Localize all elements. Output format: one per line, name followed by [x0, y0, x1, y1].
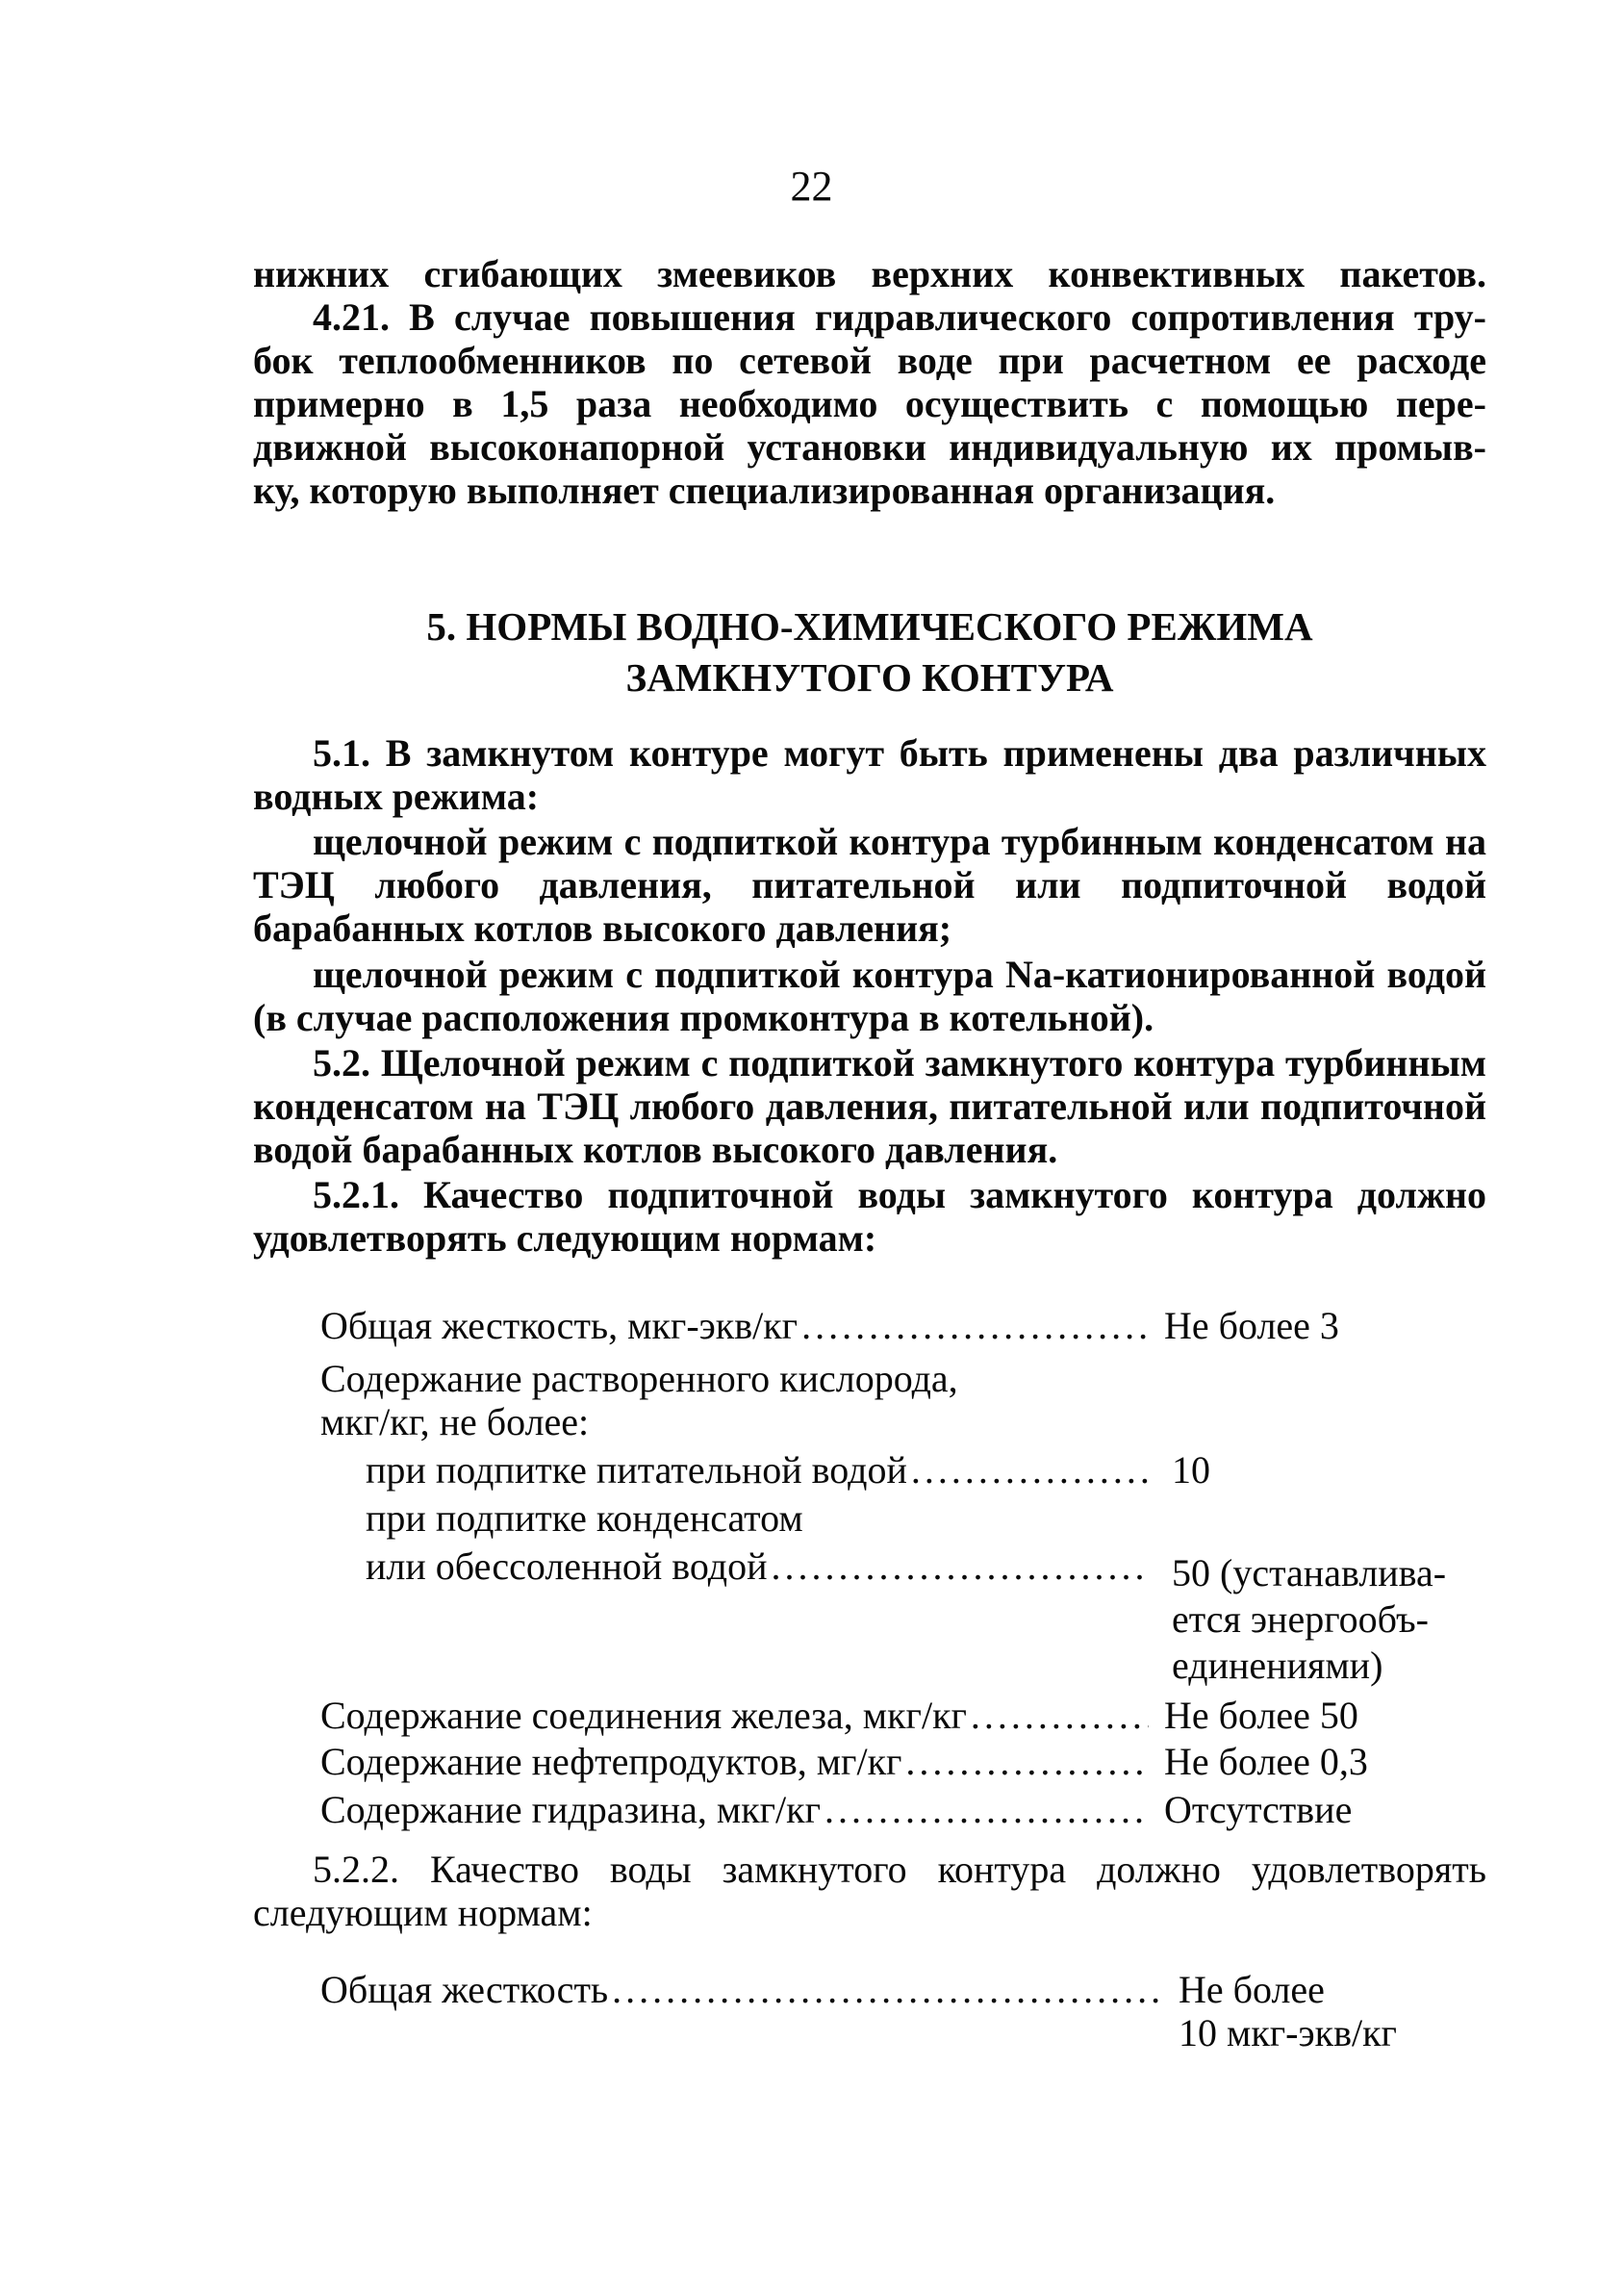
norm-label: или обессоленной водой	[366, 1544, 768, 1588]
oxygen-heading-line-1: Содержание растворенного кислорода,	[320, 1357, 958, 1400]
section-heading	[253, 601, 1486, 703]
norm-row-hydrazine	[320, 1788, 1153, 1831]
para-5-2-2: 5.2.2. Качество воды замкнутого контура должно удовлетворять следующим нормам:	[253, 1848, 1486, 1934]
norm-label: при подпитке питательной водой	[366, 1448, 907, 1492]
norm-row-condensate	[366, 1544, 1153, 1588]
leader-dots	[612, 1968, 1160, 2011]
norm-label: Содержание нефтепродуктов, мг/кг	[320, 1740, 902, 1783]
para-4-21-line-1: 4.21. В случае повышения гидравлического сопротивления тру-	[313, 295, 1486, 339]
condensate-line-1: при подпитке конденсатом	[366, 1496, 803, 1540]
leader-dots	[771, 1544, 1149, 1588]
leader-dots	[971, 1694, 1149, 1737]
para-4-21-line-4: движной высоконапорной установки индивидуальную их промыв-	[253, 425, 1486, 469]
regime-1: щелочной режим с подпиткой контура турбинным конденсатом на ТЭЦ любого давления, питательной или подпиточной водой барабанных котлов высокого давления;	[253, 820, 1486, 950]
leader-dots	[824, 1788, 1149, 1831]
norm-value-total-hardness-2: 10 мкг-экв/кг	[1179, 2011, 1397, 2054]
para-5-1: 5.1. В замкнутом контуре могут быть применены два различных водных режима:	[253, 731, 1486, 818]
page-number: 22	[790, 163, 833, 210]
norm-label: Содержание соединения железа, мкг/кг	[320, 1694, 967, 1737]
norm-value-hydrazine: Отсутствие	[1164, 1788, 1353, 1831]
section-heading-line-2: ЗАМКНУТОГО КОНТУРА	[625, 655, 1114, 700]
para-5-2-1: 5.2.1. Качество подпиточной воды замкнутого контура должно удовлетворять следующим нормам:	[253, 1173, 1486, 1260]
para-4-21-last-line: ку, которую выполняет специализированная организация.	[253, 469, 1276, 512]
norm-value-feed-water: 10	[1172, 1448, 1210, 1492]
norm-value-condensate-2: ется энергообъ-	[1172, 1597, 1429, 1641]
para-4-21-line-2: бок теплообменников по сетевой воде при расчетном ее расходе	[253, 339, 1486, 382]
norm-value-oil: Не более 0,3	[1164, 1740, 1368, 1783]
para-5-2: 5.2. Щелочной режим с подпиткой замкнутого контура турбинным конденсатом на ТЭЦ любого давления, питательной или подпиточной водой барабанных котлов высокого давления.	[253, 1041, 1486, 1171]
norm-value-total-hardness-1: Не более	[1179, 1968, 1325, 2011]
oxygen-heading-line-2: мкг/кг, не более:	[320, 1400, 590, 1443]
norm-label: Общая жесткость	[320, 1968, 609, 2011]
para-4-21-line-3: примерно в 1,5 раза необходимо осуществить с помощью пере-	[253, 382, 1486, 425]
norm-row-total-hardness	[320, 1968, 1164, 2011]
section-heading-line-1: 5. НОРМЫ ВОДНО-ХИМИЧЕСКОГО РЕЖИМА	[426, 604, 1313, 649]
norm-label: Содержание гидразина, мкг/кг	[320, 1788, 821, 1831]
regime-2: щелочной режим с подпиткой контура Na-катионированной водой (в случае расположения промконтура в котельной).	[253, 953, 1486, 1039]
norm-row-iron	[320, 1694, 1153, 1737]
leader-dots	[905, 1740, 1149, 1783]
norm-row-feed-water	[366, 1448, 1153, 1492]
norm-value-condensate-1: 50 (устанавлива-	[1172, 1551, 1447, 1594]
leader-dots	[801, 1304, 1149, 1347]
norm-row-hardness	[320, 1304, 1153, 1347]
norm-value-hardness: Не более 3	[1164, 1304, 1339, 1347]
norm-value-iron: Не более 50	[1164, 1694, 1358, 1737]
norm-label: Общая жесткость, мкг-экв/кг	[320, 1304, 799, 1347]
norm-row-oil	[320, 1740, 1153, 1783]
leader-dots	[911, 1448, 1149, 1492]
norm-value-condensate-3: единениями)	[1172, 1644, 1383, 1687]
continuation-line: нижних сгибающих змеевиков верхних конвективных пакетов.	[253, 252, 1486, 295]
